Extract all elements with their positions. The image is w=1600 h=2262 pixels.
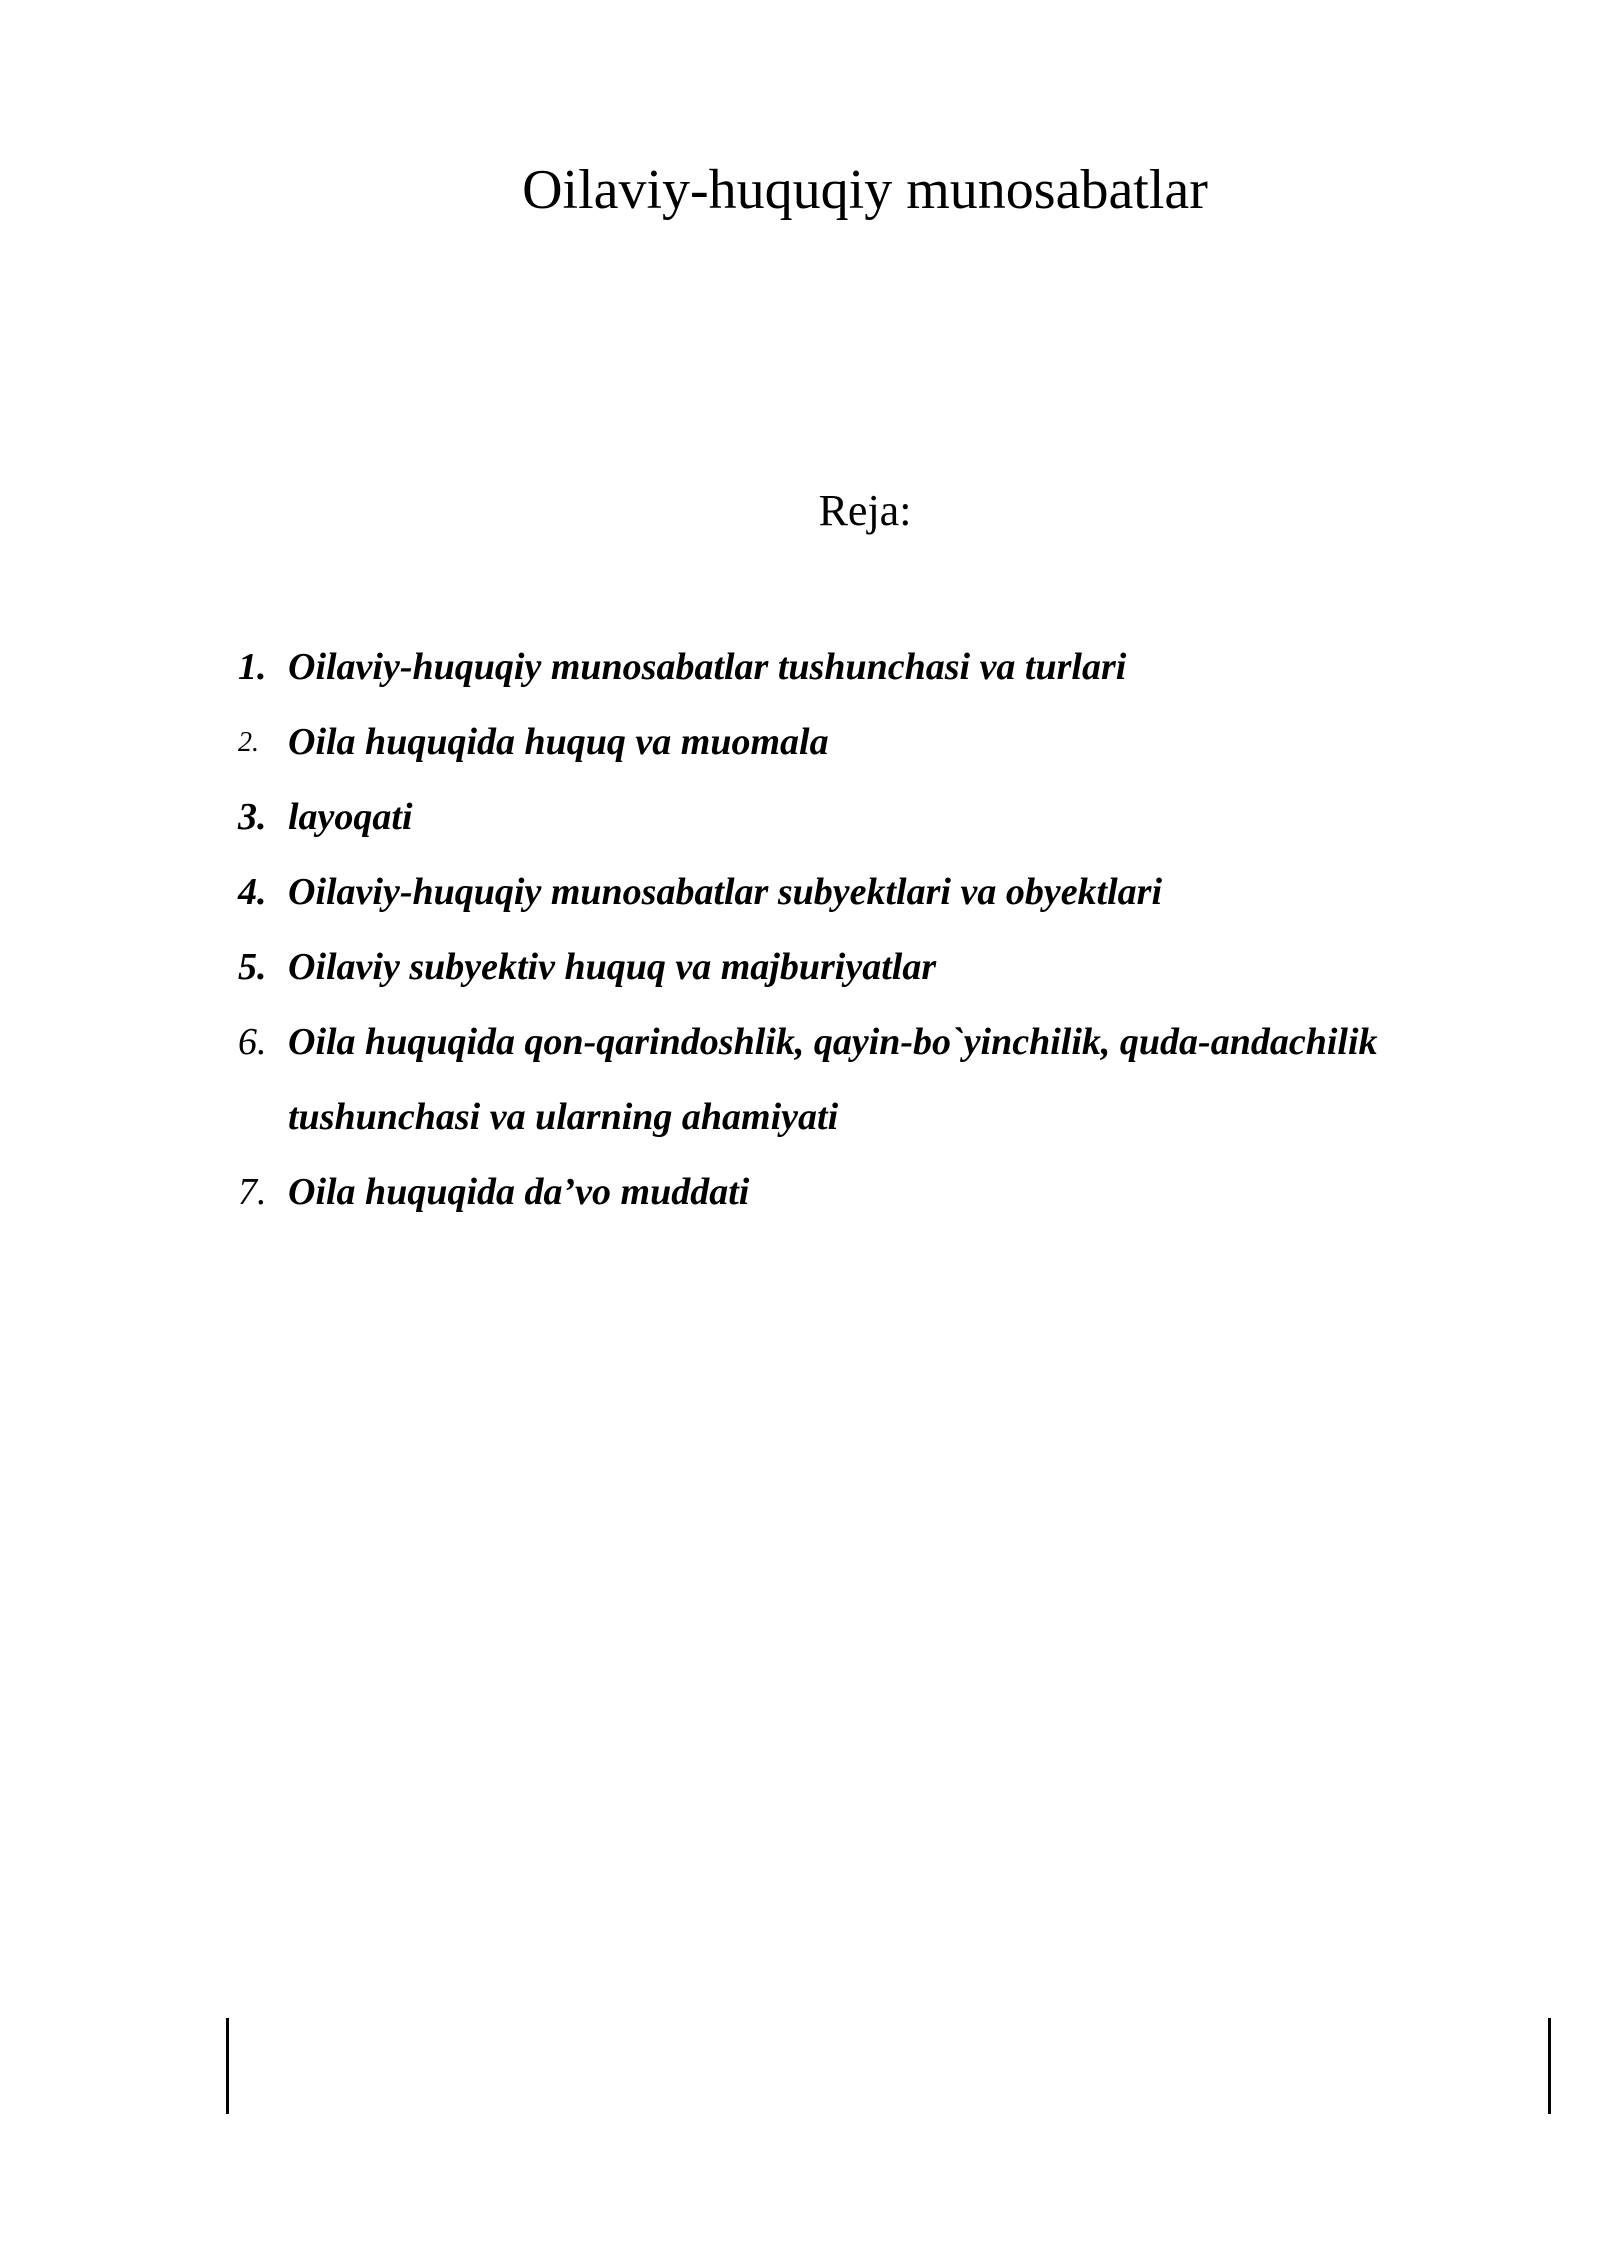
- document-title: Oilaviy-huquqiy munosabatlar: [522, 159, 1208, 221]
- plan-item-6: [236, 1005, 1386, 1155]
- plan-item-7: [236, 1155, 1386, 1230]
- plan-item-number: 1.: [238, 646, 267, 688]
- plan-item-number: 2.: [238, 727, 259, 758]
- plan-item-2: [236, 705, 1386, 780]
- plan-list: [236, 630, 1386, 1230]
- plan-item-text: Oila huquqida qon-qarindoshlik, qayin-bo`yinchilik, quda-andachilik tushunchasi va ularning ahamiyati: [288, 1021, 1378, 1138]
- plan-item-3: [236, 780, 1386, 855]
- plan-item-number: 3.: [238, 796, 267, 838]
- plan-item-number: 4.: [238, 871, 267, 913]
- plan-item-number: 5.: [238, 946, 267, 988]
- plan-item-number: 6.: [238, 1021, 267, 1063]
- plan-item-text: Oilaviy-huquqiy munosabatlar subyektlari va obyektlari: [288, 871, 1163, 913]
- plan-item-5: [236, 930, 1386, 1005]
- plan-heading: Reja:: [818, 486, 912, 535]
- left-margin-mark: [226, 2018, 229, 2114]
- plan-item-text: Oila huquqida da’vo muddati: [288, 1171, 750, 1213]
- plan-item-text: Oilaviy subyektiv huquq va majburiyatlar: [288, 946, 937, 988]
- plan-item-text: Oila huquqida huquq va muomala: [288, 721, 829, 763]
- plan-item-text: Oilaviy-huquqiy munosabatlar tushunchasi va turlari: [288, 646, 1127, 688]
- right-margin-mark: [1548, 2018, 1551, 2114]
- plan-item-text: layoqati: [288, 796, 413, 838]
- plan-item-number: 7.: [238, 1171, 267, 1213]
- plan-item-1: [236, 630, 1386, 705]
- plan-item-4: [236, 855, 1386, 930]
